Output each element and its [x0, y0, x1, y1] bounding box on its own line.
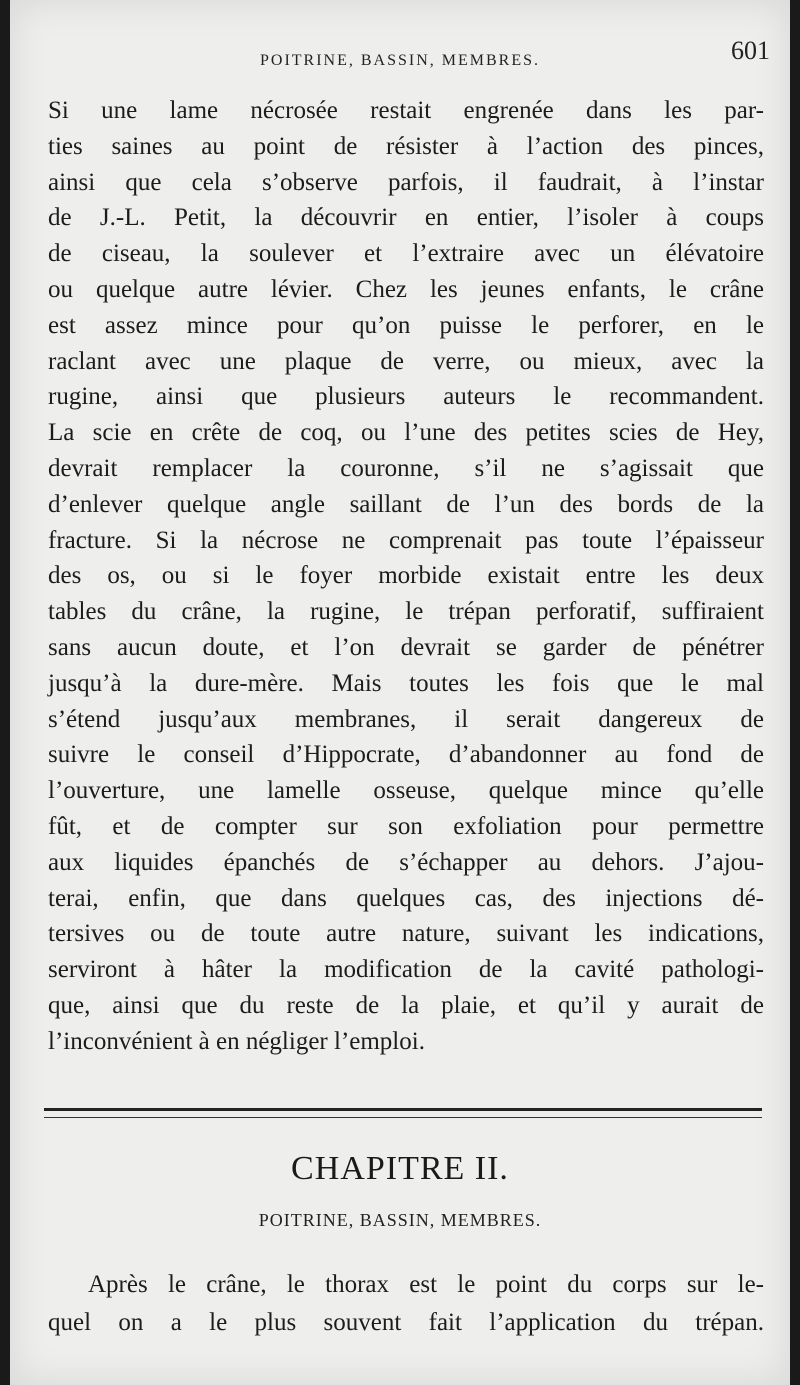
- section-divider-rule: [44, 1108, 762, 1118]
- text-line: rugine, ainsi que plusieurs auteurs le recommandent.: [48, 383, 764, 411]
- chapter-subtitle: POITRINE, BASSIN, MEMBRES.: [258, 1210, 542, 1230]
- text-line: terai, enfin, que dans quelques cas, des injections dé-: [48, 884, 764, 912]
- text-line: suivre le conseil d’Hippocrate, d’abandonner au fond de: [48, 741, 764, 769]
- text-line: serviront à hâter la modification de la cavité pathologi-: [48, 956, 764, 984]
- text-line: est assez mince pour qu’on puisse le perforer, en le: [48, 311, 764, 339]
- page-number: 601: [731, 36, 770, 65]
- text-line: que, ainsi que du reste de la plaie, et qu’il y aurait de: [48, 991, 764, 1019]
- text-line: ou quelque autre lévier. Chez les jeunes enfants, le crâne: [48, 275, 764, 303]
- text-line: quel on a le plus souvent fait l’application du trépan.: [48, 1309, 764, 1336]
- text-line: devrait remplacer la couronne, s’il ne s’agissait que: [48, 454, 764, 482]
- text-line: raclant avec une plaque de verre, ou mieux, avec la: [48, 347, 764, 375]
- text-line: ainsi que cela s’observe parfois, il faudrait, à l’instar: [48, 168, 764, 196]
- body-paragraph: [48, 93, 764, 1060]
- text-line: ties saines au point de résister à l’action des pinces,: [48, 132, 764, 160]
- text-line: Après le crâne, le thorax est le point du corps sur le-: [88, 1271, 764, 1298]
- text-line: de J.-L. Petit, la découvrir en entier, l’isoler à coups: [48, 204, 764, 232]
- text-line: sans aucun doute, et l’on devrait se garder de pénétrer: [48, 633, 764, 661]
- text-line: l’inconvénient à en négliger l’emploi.: [48, 1027, 425, 1055]
- text-line: jusqu’à la dure-mère. Mais toutes les fois que le mal: [48, 669, 764, 697]
- text-line: de ciseau, la soulever et l’extraire avec un élévatoire: [48, 240, 764, 268]
- text-line: tersives ou de toute autre nature, suivant les indications,: [48, 920, 764, 948]
- text-line: fût, et de compter sur son exfoliation pour permettre: [48, 812, 764, 840]
- text-line: Si une lame nécrosée restait engrenée dans les par-: [48, 97, 764, 124]
- text-line: aux liquides épanchés de s’échapper au dehors. J’ajou-: [48, 848, 764, 876]
- text-line: fracture. Si la nécrose ne comprenait pas toute l’épaisseur: [48, 526, 764, 554]
- text-line: La scie en crête de coq, ou l’une des petites scies de Hey,: [48, 419, 764, 447]
- running-head: POITRINE, BASSIN, MEMBRES.: [259, 52, 541, 69]
- chapter-title: CHAPITRE II.: [291, 1150, 509, 1187]
- text-line: d’enlever quelque angle saillant de l’un des bords de la: [48, 490, 764, 518]
- book-page: [10, 0, 790, 1385]
- text-line: tables du crâne, la rugine, le trépan perforatif, suffiraient: [48, 598, 764, 626]
- text-line: des os, ou si le foyer morbide existait entre les deux: [48, 562, 764, 590]
- text-line: s’étend jusqu’aux membranes, il serait dangereux de: [48, 705, 764, 733]
- chapter-paragraph: [48, 1266, 764, 1342]
- text-line: l’ouverture, une lamelle osseuse, quelque mince qu’elle: [48, 777, 764, 805]
